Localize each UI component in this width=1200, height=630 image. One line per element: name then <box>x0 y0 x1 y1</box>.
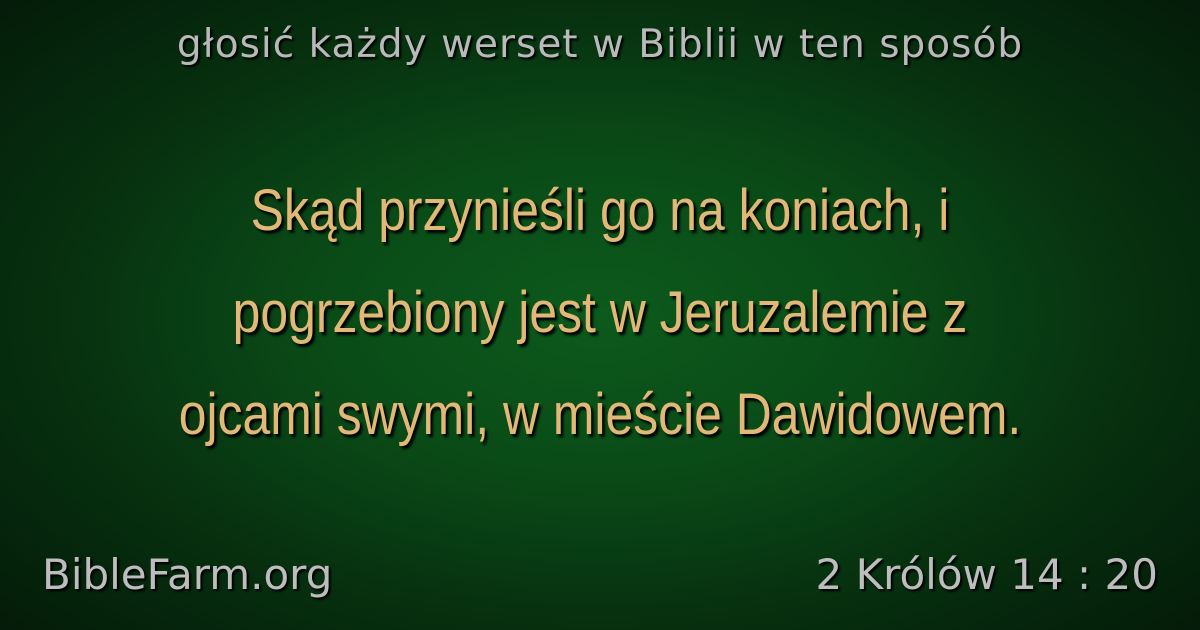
verse-text <box>118 160 1081 466</box>
site-name: BibleFarm.org <box>42 550 333 599</box>
verse-line: Skąd przynieśli go na koniach, i <box>250 178 950 243</box>
tagline: głosić każdy werset w Biblii w ten sposób <box>176 22 1024 67</box>
verse-line: ojcami swymi, w mieście Dawidowem. <box>178 382 1022 447</box>
verse-line: pogrzebiony jest w Jeruzalemie z <box>232 280 968 345</box>
verse-reference: 2 Królów 14 : 20 <box>815 550 1158 599</box>
